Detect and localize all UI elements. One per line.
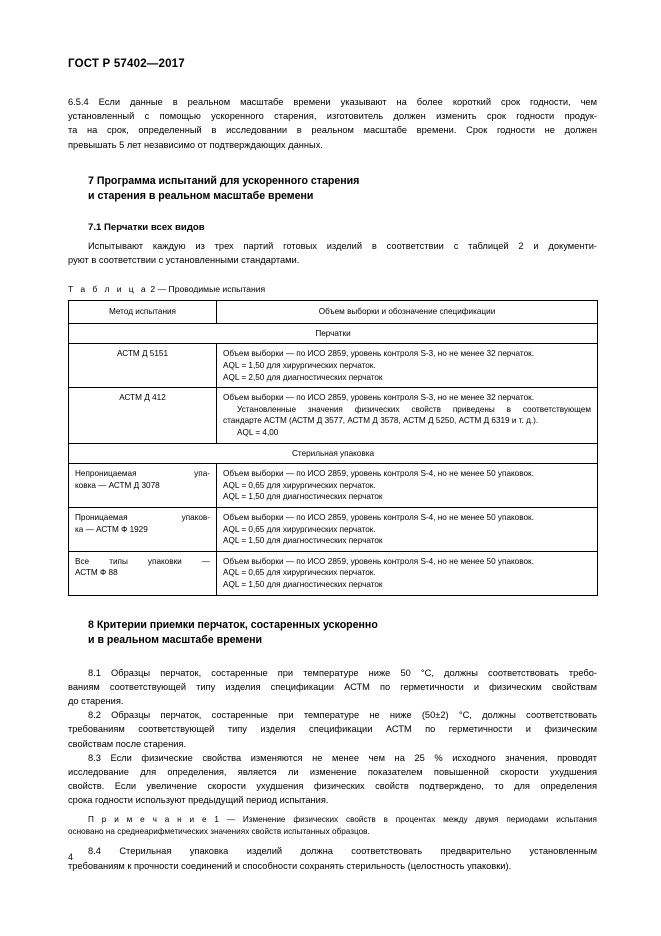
spec-line: AQL = 1,50 для диагностических перчаток bbox=[223, 536, 383, 546]
spacer bbox=[68, 152, 597, 174]
spec-line: Объем выборки — по ИСО 2859, уровень контроля S-3, но не менее 32 перчаток. bbox=[223, 349, 534, 359]
page-content bbox=[68, 58, 597, 873]
spec-line: AQL = 1,50 для диагностических перчаток bbox=[223, 579, 383, 589]
section-7-heading-line2: и старения в реальном масштабе времени bbox=[88, 190, 314, 203]
table-header-row bbox=[69, 301, 598, 324]
table-cell-spec bbox=[217, 507, 598, 551]
table-row bbox=[69, 551, 598, 595]
spec-line: Объем выборки — по ИСО 2859, уровень контроля S-4, но не менее 50 упаковок. bbox=[223, 512, 534, 522]
method-line: Непроницаемая упа- bbox=[75, 469, 210, 479]
table-column-header-spec: Объем выборки и обозначение спецификации bbox=[217, 301, 598, 324]
spacer bbox=[68, 205, 597, 222]
table-group-title: Перчатки bbox=[69, 323, 598, 344]
paragraph-6-5-4-text bbox=[68, 95, 597, 152]
paragraph-8-1 bbox=[68, 666, 597, 709]
paragraph-8-2 bbox=[68, 708, 597, 751]
text-line: 8.4 Стерильная упаковка изделий должна соответствовать предварительно установленным bbox=[88, 846, 597, 857]
table-group-row bbox=[69, 443, 598, 464]
table-cell-spec bbox=[217, 464, 598, 508]
table-cell-method bbox=[69, 344, 217, 388]
text-line: Испытывают каждую из трех партий готовых изделий в соответствии с таблицей 2 и документи- bbox=[88, 240, 597, 251]
table-2-caption bbox=[68, 284, 597, 294]
section-8-heading-line2: и в реальном масштабе времени bbox=[88, 634, 263, 646]
method-line: ка — АСТМ Ф 1929 bbox=[75, 524, 148, 534]
table-caption-label: Т а б л и ц а bbox=[68, 284, 148, 295]
method-line: Все типы упаковки — bbox=[75, 556, 210, 566]
spec-line: AQL = 0,65 для хирургических перчаток. bbox=[223, 480, 376, 490]
section-8-heading bbox=[68, 618, 597, 649]
table-group-row bbox=[69, 323, 598, 344]
text-line: свойствам после старения. bbox=[68, 738, 187, 749]
text-line: 8.2 Образцы перчаток, состаренные при температуре не ниже (50±2) °C, должны соответствовать bbox=[88, 710, 597, 721]
spec-line: стандарте АСТМ (АСТМ Д 3577, АСТМ Д 3578, АСТМ Д 5250, АСТМ Д 6319 и т. д.). bbox=[223, 416, 539, 426]
text-line: требованиям к прочности соединений и способности сохранять стерильность (целостность упаковки). bbox=[68, 860, 512, 871]
spec-line: Объем выборки — по ИСО 2859, уровень контроля S-3, но не менее 32 перчаток. bbox=[223, 393, 534, 403]
table-group-title: Стерильная упаковка bbox=[69, 443, 598, 464]
note-line: основано на среднеарифметических значениях свойств испытанных образцов. bbox=[68, 826, 370, 836]
paragraph-8-4 bbox=[68, 844, 597, 872]
table-caption-number: 2 bbox=[150, 284, 156, 295]
method-line: АСТМ Д 412 bbox=[119, 393, 166, 403]
spec-line: AQL = 4,00 bbox=[237, 427, 279, 437]
text-line: установленный с помощью ускоренного старения, изготовитель должен изменить срок годности продук- bbox=[68, 111, 597, 122]
spec-line: AQL = 2,50 для диагностических перчаток bbox=[223, 372, 383, 382]
table-row bbox=[69, 388, 598, 443]
table-row bbox=[69, 507, 598, 551]
text-line: руют в соответствии с установленными стандартами. bbox=[68, 255, 300, 266]
text-line: превышать 5 лет независимо от подтверждающих данных. bbox=[68, 139, 323, 150]
spec-line: Объем выборки — по ИСО 2859, уровень контроля S-4, но не менее 50 упаковок. bbox=[223, 556, 534, 566]
text-line: срока годности используют предыдущий период испытания. bbox=[68, 795, 329, 806]
note-line: П р и м е ч а н и е 1 — Изменение физических свойств в процентах между двумя периодами испытания bbox=[88, 814, 597, 824]
section-7-heading-line1: 7 Программа испытаний для ускоренного старения bbox=[88, 174, 360, 187]
table-cell-spec bbox=[217, 344, 598, 388]
table-row bbox=[69, 464, 598, 508]
table-column-header-method: Метод испытания bbox=[69, 301, 217, 324]
text-line: 6.5.4 Если данные в реальном масштабе времени указывают на более короткий срок годности, чем bbox=[68, 97, 597, 107]
table-row bbox=[69, 344, 598, 388]
spec-line: AQL = 0,65 для хирургических перчаток. bbox=[223, 524, 376, 534]
text-line: до старения. bbox=[68, 695, 124, 706]
document-header: ГОСТ Р 57402—2017 bbox=[68, 58, 185, 70]
method-line: ковка — АСТМ Д 3078 bbox=[75, 480, 160, 490]
table-cell-method bbox=[69, 507, 217, 551]
table-cell-spec bbox=[217, 551, 598, 595]
paragraph-7-1-text bbox=[68, 239, 597, 267]
text-line: исследование для определения, является ли изменение показателем повышенной скорости ухудшения bbox=[68, 766, 597, 777]
table-cell-spec bbox=[217, 388, 598, 443]
section-7-heading bbox=[68, 174, 597, 205]
spec-line: AQL = 0,65 для хирургических перчаток. bbox=[223, 568, 376, 578]
spec-line: AQL = 1,50 для хирургических перчаток. bbox=[223, 361, 376, 370]
table-caption-dash: — bbox=[157, 284, 167, 295]
table-2-body bbox=[69, 323, 598, 595]
spacer bbox=[68, 649, 597, 666]
spacer bbox=[68, 596, 597, 618]
text-line: требованиям соответствующей типу изделия спецификации АСТМ по герметичности и физическим bbox=[68, 724, 597, 735]
method-line: Проницаемая упаков- bbox=[75, 512, 210, 522]
spec-line: AQL = 1,50 для диагностических перчаток bbox=[223, 492, 383, 502]
table-cell-method bbox=[69, 388, 217, 443]
subsection-7-1-heading: 7.1 Перчатки всех видов bbox=[88, 221, 205, 233]
paragraph-8-3 bbox=[68, 751, 597, 808]
paragraph-6-5-4 bbox=[68, 95, 597, 152]
method-line: АСТМ Ф 88 bbox=[75, 568, 118, 578]
text-line: ваниям соответствующей типу изделия спецификации АСТМ по герметичности и физическим свойствам bbox=[68, 681, 597, 692]
section-8-heading-line1: 8 Критерии приемки перчаток, состаренных ускоренно bbox=[88, 618, 378, 631]
method-line: АСТМ Д 5151 bbox=[116, 349, 169, 359]
table-cell-method bbox=[69, 464, 217, 508]
page-number: 4 bbox=[68, 852, 74, 862]
table-caption-title: Проводимые испытания bbox=[168, 284, 266, 295]
table-cell-method bbox=[69, 551, 217, 595]
text-line: та на срок, определенный в исследовании в реальном масштабе времени. Срок годности не должен bbox=[68, 125, 597, 136]
spacer bbox=[68, 267, 597, 284]
spec-line: Установленные значения физических свойств приведены в соответствующем bbox=[237, 404, 591, 414]
text-line: 8.1 Образцы перчаток, состаренные при температуре ниже 50 °C, должны соответствовать требо- bbox=[88, 667, 597, 678]
table-2 bbox=[68, 300, 598, 595]
text-line: 8.3 Если физические свойства изменяются не менее чем на 25 % исходного значения, проводят bbox=[88, 752, 597, 763]
spec-line: Объем выборки — по ИСО 2859, уровень контроля S-4, но не менее 50 упаковок. bbox=[223, 469, 534, 479]
note-1 bbox=[68, 814, 597, 839]
table-2-head bbox=[69, 301, 598, 324]
text-line: свойств. Если увеличение скорости ухудшения физических свойств подтверждено, то для определения bbox=[68, 781, 597, 792]
